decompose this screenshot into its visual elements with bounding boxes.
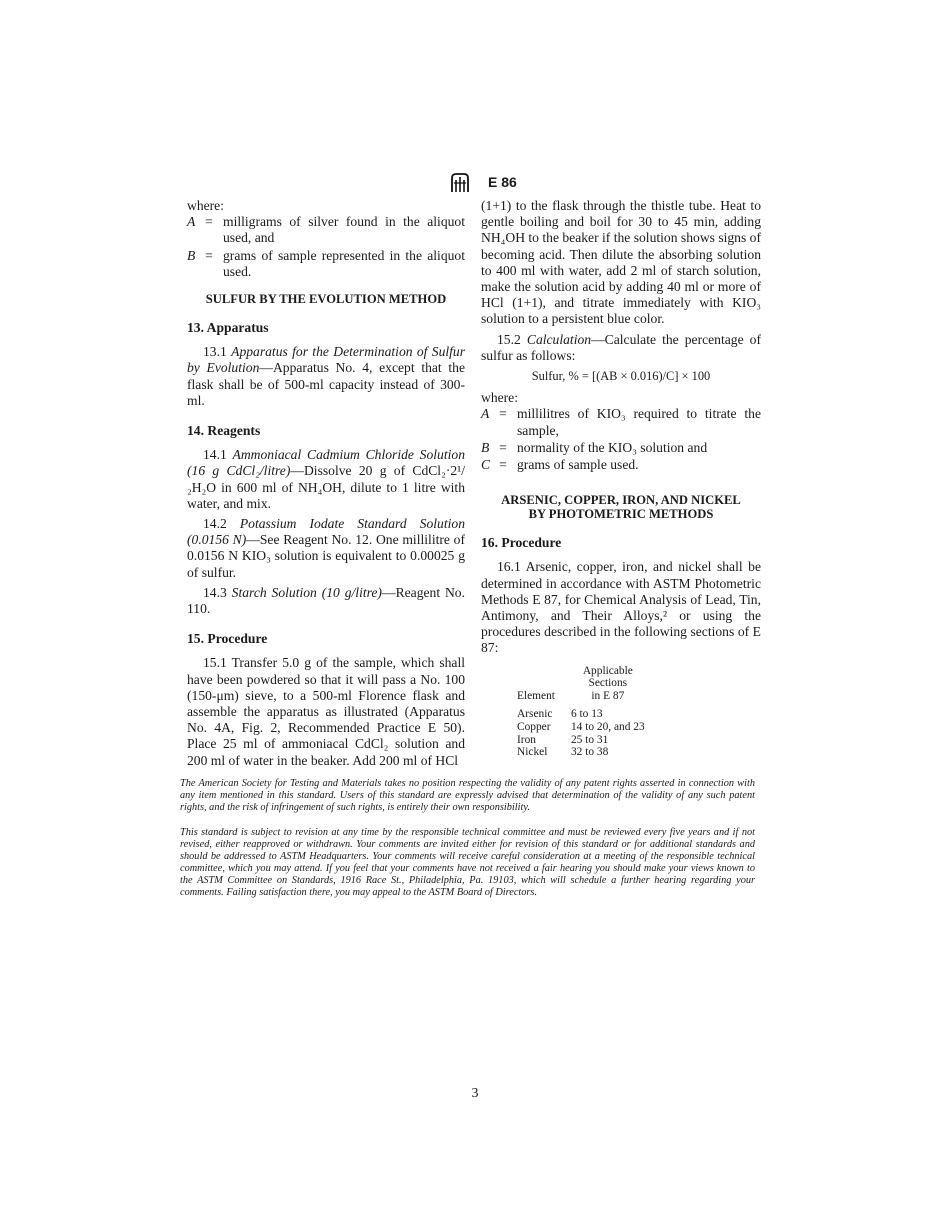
column-header-sections <box>563 665 653 709</box>
paragraph-14-1 <box>187 447 465 512</box>
table-header-row <box>509 665 653 709</box>
clause-number: 14.2 <box>203 516 227 532</box>
equals-sign: = <box>499 439 507 455</box>
clause-title: Calculation <box>526 331 592 347</box>
paragraph-16-1: 16.1 Arsenic, copper, iron, and nickel shall be determined in accordance with ASTM Photometric Methods E 87, for Chemical Analysis of Lead, Tin, Antimony, and Their Alloys,² or using the procedures described in the following sections of E 87: <box>481 559 761 656</box>
header-line: Applicable <box>582 664 633 677</box>
definition-a <box>187 214 465 246</box>
paragraph-15-2 <box>481 332 761 364</box>
paragraph-14-2 <box>187 516 465 581</box>
definition-b <box>481 440 761 456</box>
clause-text: —Apparatus No. 4, except that the flask shall be of 500-ml capacity instead of 300-ml. <box>187 360 465 408</box>
page-header <box>0 170 950 196</box>
heading-line-1: ARSENIC, COPPER, IRON, AND NICKEL <box>501 493 741 508</box>
column-header-element: Element <box>517 689 555 702</box>
table-row <box>509 708 653 721</box>
where-label: where: <box>187 198 224 213</box>
right-column <box>481 198 761 759</box>
def-symbol: A <box>187 214 196 230</box>
definition-c <box>481 457 761 473</box>
header-line: Sections <box>588 677 628 690</box>
definition-a <box>481 406 761 438</box>
paragraph-15-1: 15.1 Transfer 5.0 g of the sample, which shall have been powdered so that it will pass a No. 100 (150-μm) sieve, to a 500-ml Florence flask and assemble the apparatus as illustrated (Apparatus No. 4A, Fig. 2, Recommended Practice E 50). Place 25 ml of ammoniacal CdCl₂ solution and 200 ml of water in the beaker. Add 200 ml of HCl <box>187 655 465 768</box>
definition-b <box>187 248 465 280</box>
element-cell: Iron <box>517 733 536 746</box>
clause-number: 13.1 <box>203 344 227 360</box>
section-16-title: 16. Procedure <box>481 535 562 551</box>
clause-number: 15.2 <box>497 331 521 347</box>
equals-sign: = <box>499 457 507 473</box>
clause-title: Ammoniacal Cadmium Chloride Solution (16 g CdCl₂/litre) <box>187 447 465 479</box>
clause-title: Apparatus for the Determination of Sulfur by Evolution <box>187 344 466 376</box>
clause-title: Starch Solution (10 g/litre) <box>231 584 382 600</box>
def-text: grams of sample used. <box>517 457 639 473</box>
def-symbol: A <box>481 406 490 422</box>
header-line: in E 87 <box>591 689 625 702</box>
standard-designation: E 86 <box>488 174 517 190</box>
clause-text: —Dissolve 20 g of CdCl₂·2¹/₂H₂O in 600 ml of NH₄OH, dilute to 1 litre with water, and mix. <box>187 463 465 511</box>
def-text: milligrams of silver found in the aliquot used, and <box>223 214 465 246</box>
revision-notice: This standard is subject to revision at any time by the responsible technical committee and must be reviewed every five years and if not revised, either reapproved or withdrawn. Your comments are invited either for revision of this standard or for additional standards and should be addressed to ASTM Headquarters. Your comments will receive careful consideration at a meeting of the responsible technical committee, which you may attend. If you feel that your comments have not received a fair hearing you should make your views known to the ASTM Committee on Standards, 1916 Race St., Philadelphia, Pa. 19103, which will schedule a further hearing regarding your comments. Failing satisfaction there, you may appeal to the ASTM Board of Directors. <box>180 827 755 898</box>
section-heading-sulfur: SULFUR BY THE EVOLUTION METHOD <box>205 292 447 307</box>
section-heading-photometric <box>481 493 761 521</box>
clause-number: 14.1 <box>203 447 227 463</box>
equals-sign: = <box>205 247 213 263</box>
left-column <box>187 198 465 769</box>
page-number: 3 <box>471 1086 479 1101</box>
sections-cell: 14 to 20, and 23 <box>570 721 645 734</box>
equals-sign: = <box>205 214 213 230</box>
table-row <box>509 746 653 759</box>
patent-notice: The American Society for Testing and Materials takes no position respecting the validity of any patent rights asserted in connection with any item mentioned in this standard. Users of this standard are expressly advised that determination of the validity of any such patent rights, and the risk of infringement of such rights, is entirely their own responsibility. <box>180 778 755 813</box>
def-symbol: B <box>481 439 490 455</box>
clause-text: —Reagent No. 110. <box>187 584 465 617</box>
paragraph-13-1 <box>187 344 465 409</box>
def-symbol: C <box>481 457 491 473</box>
paragraph-15-1-continued: (1+1) to the flask through the thistle tube. Heat to gentle boiling and boil for 30 to 45 min, adding NH₄OH to the beaker if the solution shows signs of becoming acid. Then dilute the absorbing solution to 400 ml with water, add 2 ml of starch solution, make the solution acid by adding 40 ml or more of HCl (1+1), and titrate immediately with KIO₃ solution to a persistent blue color. <box>481 198 761 327</box>
def-text: millilitres of KIO₃ required to titrate the sample, <box>517 406 761 438</box>
section-13-title: 13. Apparatus <box>187 320 269 336</box>
sections-cell: 32 to 38 <box>570 746 609 759</box>
sections-cell: 6 to 13 <box>570 708 603 721</box>
element-cell: Nickel <box>517 746 548 759</box>
paragraph-14-3 <box>187 585 465 617</box>
table-row <box>509 734 653 747</box>
element-cell: Copper <box>517 721 551 734</box>
def-text: grams of sample represented in the aliquot used. <box>223 247 465 279</box>
clause-title: Potassium Iodate Standard Solution (0.0156 N) <box>187 516 465 548</box>
def-text: normality of the KIO₃ solution and <box>517 439 708 455</box>
clause-text: —Calculate the percentage of sulfur as follows: <box>481 331 761 363</box>
section-15-title: 15. Procedure <box>187 631 268 647</box>
sections-cell: 25 to 31 <box>570 733 609 746</box>
heading-line-2: BY PHOTOMETRIC METHODS <box>528 507 714 522</box>
sulfur-formula: Sulfur, % = [(AB × 0.016)/C] × 100 <box>531 369 711 384</box>
clause-number: 14.3 <box>203 584 227 600</box>
where-label: where: <box>481 390 518 406</box>
element-cell: Arsenic <box>517 708 553 721</box>
def-symbol: B <box>187 247 196 263</box>
section-14-title: 14. Reagents <box>187 423 261 439</box>
astm-logo-icon <box>449 172 471 194</box>
clause-text: —See Reagent No. 12. One millilitre of 0.0156 N KIO₃ solution is equivalent to 0.00025 g of sulfur. <box>187 532 465 580</box>
applicable-sections-table <box>509 665 653 759</box>
table-row <box>509 721 653 734</box>
equals-sign: = <box>499 406 507 422</box>
